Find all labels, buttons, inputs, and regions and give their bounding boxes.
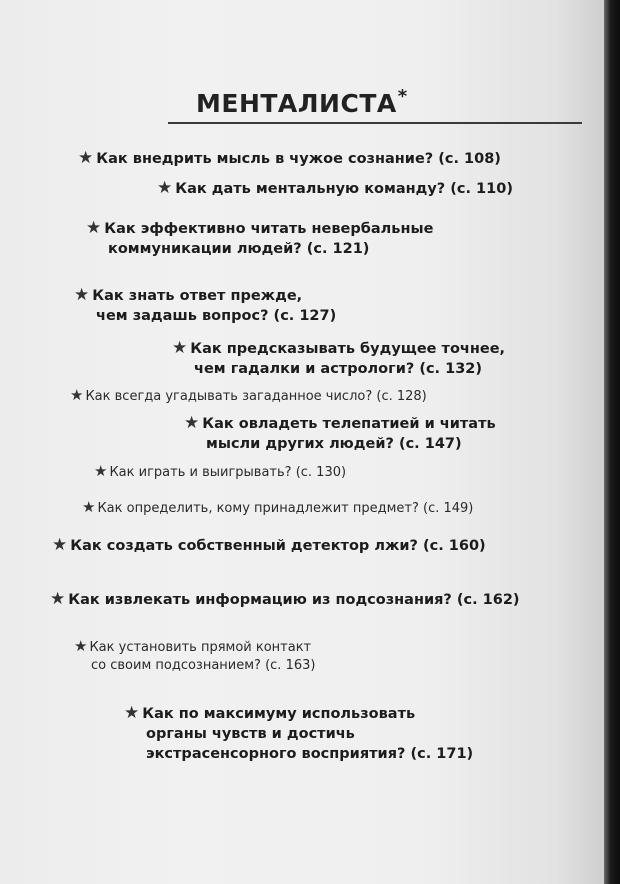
question-item [184, 413, 496, 454]
question-text-line2: со своим подсознанием? (с. 163) [91, 658, 316, 673]
star-icon: ★ [74, 285, 90, 305]
star-icon: ★ [172, 338, 188, 358]
question-text-line2: чем гадалки и астрологи? (с. 132) [194, 361, 482, 377]
question-text: Как по максимуму использовать [142, 706, 416, 722]
question-text: Как эффективно читать невербальные [104, 221, 434, 237]
question-text: Как создать собственный детектор лжи? (с. 160) [70, 538, 486, 554]
question-text: Как извлекать информацию из подсознания? (с. 162) [68, 592, 520, 608]
star-icon: ★ [94, 462, 108, 480]
question-text-line2: коммуникации людей? (с. 121) [108, 241, 370, 257]
question-text-line3: экстрасенсорного восприятия? (с. 171) [146, 746, 474, 762]
question-text: Как определить, кому принадлежит предмет? (с. 149) [97, 501, 474, 516]
star-icon: ★ [124, 703, 140, 723]
question-text: Как дать ментальную команду? (с. 110) [175, 181, 513, 197]
star-icon: ★ [86, 218, 102, 238]
question-item [172, 338, 505, 379]
question-item [94, 462, 346, 482]
question-text-line2: мысли других людей? (с. 147) [206, 436, 462, 452]
star-icon: ★ [70, 386, 84, 404]
question-text: Как овладеть телепатией и читать [202, 416, 496, 432]
question-item [124, 703, 473, 764]
question-text: Как всегда угадывать загаданное число? (с. 128) [85, 389, 427, 404]
question-item [70, 386, 427, 406]
star-icon: ★ [74, 637, 88, 655]
question-item [52, 535, 486, 556]
question-text: Как внедрить мысль в чужое сознание? (с. 108) [96, 151, 501, 167]
title-text: МЕНТАЛИСТА [196, 89, 397, 118]
question-text-line2: чем задашь вопрос? (с. 127) [96, 308, 337, 324]
question-item [74, 285, 336, 326]
title-rule [168, 122, 582, 124]
question-item [74, 637, 315, 675]
question-text: Как играть и выигрывать? (с. 130) [109, 465, 347, 480]
title-asterisk: * [397, 86, 408, 107]
question-item [86, 218, 433, 259]
question-item [50, 589, 520, 610]
page-shadow-edge [604, 0, 620, 884]
question-text: Как знать ответ прежде, [92, 288, 303, 304]
star-icon: ★ [50, 589, 66, 609]
question-text: Как установить прямой контакт [89, 640, 312, 655]
question-item [78, 148, 501, 169]
question-item [157, 178, 513, 199]
star-icon: ★ [82, 498, 96, 516]
star-icon: ★ [184, 413, 200, 433]
star-icon: ★ [52, 535, 68, 555]
page-title [196, 86, 408, 118]
star-icon: ★ [157, 178, 173, 198]
star-icon: ★ [78, 148, 94, 168]
question-text-line2: органы чувств и достичь [146, 726, 355, 742]
question-item [82, 498, 473, 518]
question-text: Как предсказывать будущее точнее, [190, 341, 506, 357]
